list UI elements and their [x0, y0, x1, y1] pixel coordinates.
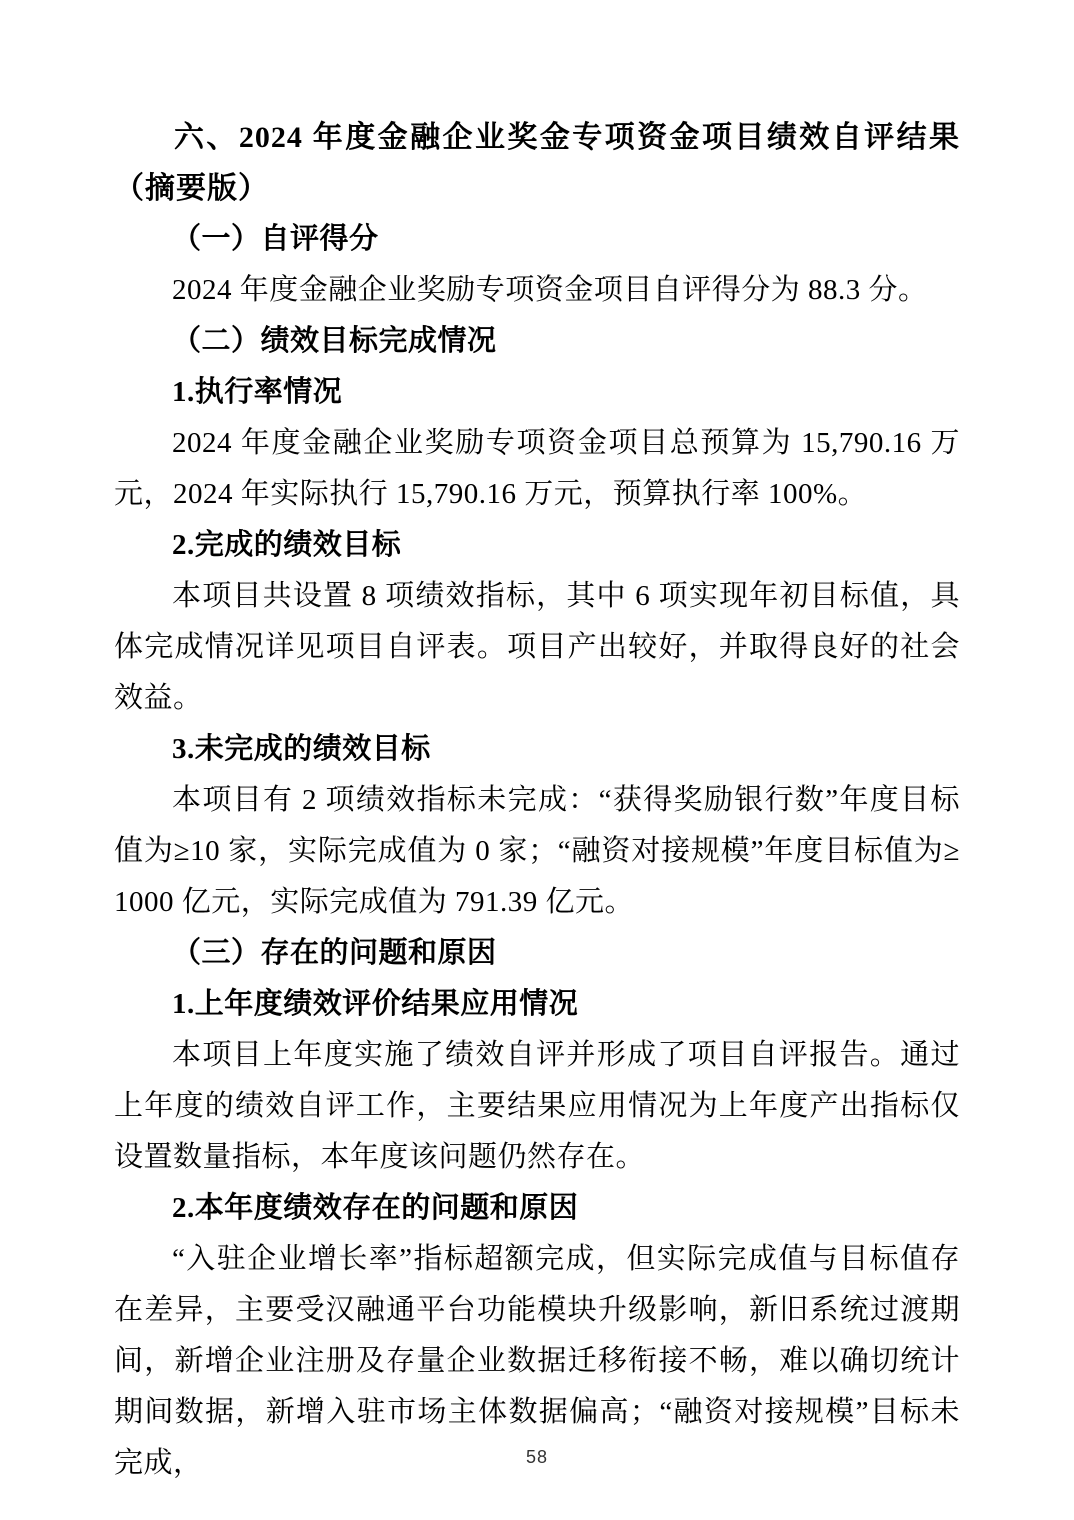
- subheading-execution-rate: 1.执行率情况: [172, 376, 343, 408]
- subheading-prior-year-results: 1.上年度绩效评价结果应用情况: [172, 988, 579, 1020]
- completed-targets-paragraph: 本项目共设置 8 项绩效指标，其中 6 项实现年初目标值，具体完成情况详见项目自评表。项目产出较好，并取得良好的社会效益。: [114, 580, 960, 714]
- page-number: 58: [525, 1447, 549, 1467]
- section-heading-2: （二）绩效目标完成情况: [172, 325, 497, 357]
- document-title: 六、2024 年度金融企业奖金专项资金项目绩效自评结果（摘要版）: [114, 121, 960, 205]
- subheading-completed-targets: 2.完成的绩效目标: [172, 529, 402, 561]
- prior-year-results-paragraph: 本项目上年度实施了绩效自评并形成了项目自评报告。通过上年度的绩效自评工作，主要结果应用情况为上年度产出指标仅设置数量指标，本年度该问题仍然存在。: [114, 1039, 960, 1173]
- execution-rate-paragraph: 2024 年度金融企业奖励专项资金项目总预算为 15,790.16 万元，2024 年实际执行 15,790.16 万元，预算执行率 100%。: [114, 427, 960, 510]
- section-heading-1: （一）自评得分: [172, 223, 379, 255]
- uncompleted-targets-paragraph: 本项目有 2 项绩效指标未完成：“获得奖励银行数”年度目标值为≥10 家，实际完成值为 0 家；“融资对接规模”年度目标值为≥1000 亿元，实际完成值为 791.39 亿元。: [114, 784, 960, 918]
- self-score-paragraph: 2024 年度金融企业奖励专项资金项目自评得分为 88.3 分。: [172, 274, 928, 306]
- subheading-uncompleted-targets: 3.未完成的绩效目标: [172, 733, 431, 765]
- current-year-issues-paragraph: “入驻企业增长率”指标超额完成，但实际完成值与目标值存在差异，主要受汉融通平台功能模块升级影响，新旧系统过渡期间，新增企业注册及存量企业数据迁移衔接不畅，难以确切统计期间数据，新增入驻市场主体数据偏高；“融资对接规模”目标未完成，: [114, 1243, 960, 1479]
- document-content: [114, 112, 960, 1489]
- section-heading-3: （三）存在的问题和原因: [172, 937, 497, 969]
- subheading-current-year-issues: 2.本年度绩效存在的问题和原因: [172, 1192, 579, 1224]
